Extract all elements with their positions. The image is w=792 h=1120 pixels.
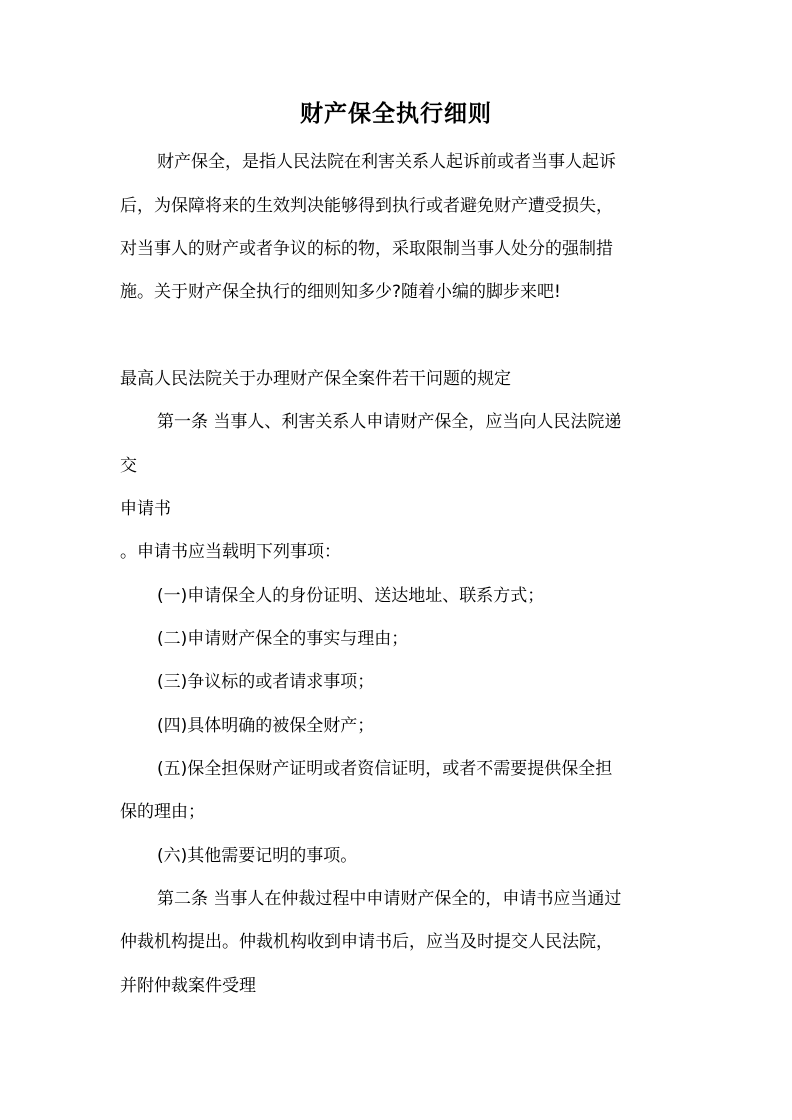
intro-line-2: 后，为保障将来的生效判决能够得到执行或者避免财产遭受损失， xyxy=(120,196,613,216)
article1-item-4: (四)具体明确的被保全财产； xyxy=(157,716,375,736)
article1-item-6: (六)其他需要记明的事项。 xyxy=(157,846,358,866)
document-title: 财产保全执行细则 xyxy=(300,101,492,127)
article1-line-2: 交 xyxy=(120,456,137,476)
article2-line-1: 第二条 当事人在仲裁过程中申请财产保全的，申请书应当通过 xyxy=(157,889,622,909)
article1-item-2: (二)申请财产保全的事实与理由； xyxy=(157,629,409,649)
article1-item-5: (五)保全担保财产证明或者资信证明，或者不需要提供保全担 xyxy=(157,759,613,779)
intro-line-1: 财产保全，是指人民法院在利害关系人起诉前或者当事人起诉 xyxy=(157,152,616,172)
article1-line-3: 申请书 xyxy=(120,499,171,519)
article2-line-3: 并附仲裁案件受理 xyxy=(120,976,256,996)
section-heading: 最高人民法院关于办理财产保全案件若干问题的规定 xyxy=(120,369,511,389)
article1-item-1: (一)申请保全人的身份证明、送达地址、联系方式； xyxy=(157,586,545,606)
intro-line-4: 施。关于财产保全执行的细则知多少?随着小编的脚步来吧! xyxy=(120,282,561,302)
article1-line-1: 第一条 当事人、利害关系人申请财产保全，应当向人民法院递 xyxy=(157,412,622,432)
article1-item-5-cont: 保的理由； xyxy=(120,802,205,822)
article1-item-3: (三)争议标的或者请求事项； xyxy=(157,672,375,692)
intro-line-3: 对当事人的财产或者争议的标的物，采取限制当事人处分的强制措 xyxy=(120,239,613,259)
article1-line-4: 。申请书应当载明下列事项： xyxy=(120,542,341,562)
article2-line-2: 仲裁机构提出。仲裁机构收到申请书后，应当及时提交人民法院， xyxy=(120,932,613,952)
